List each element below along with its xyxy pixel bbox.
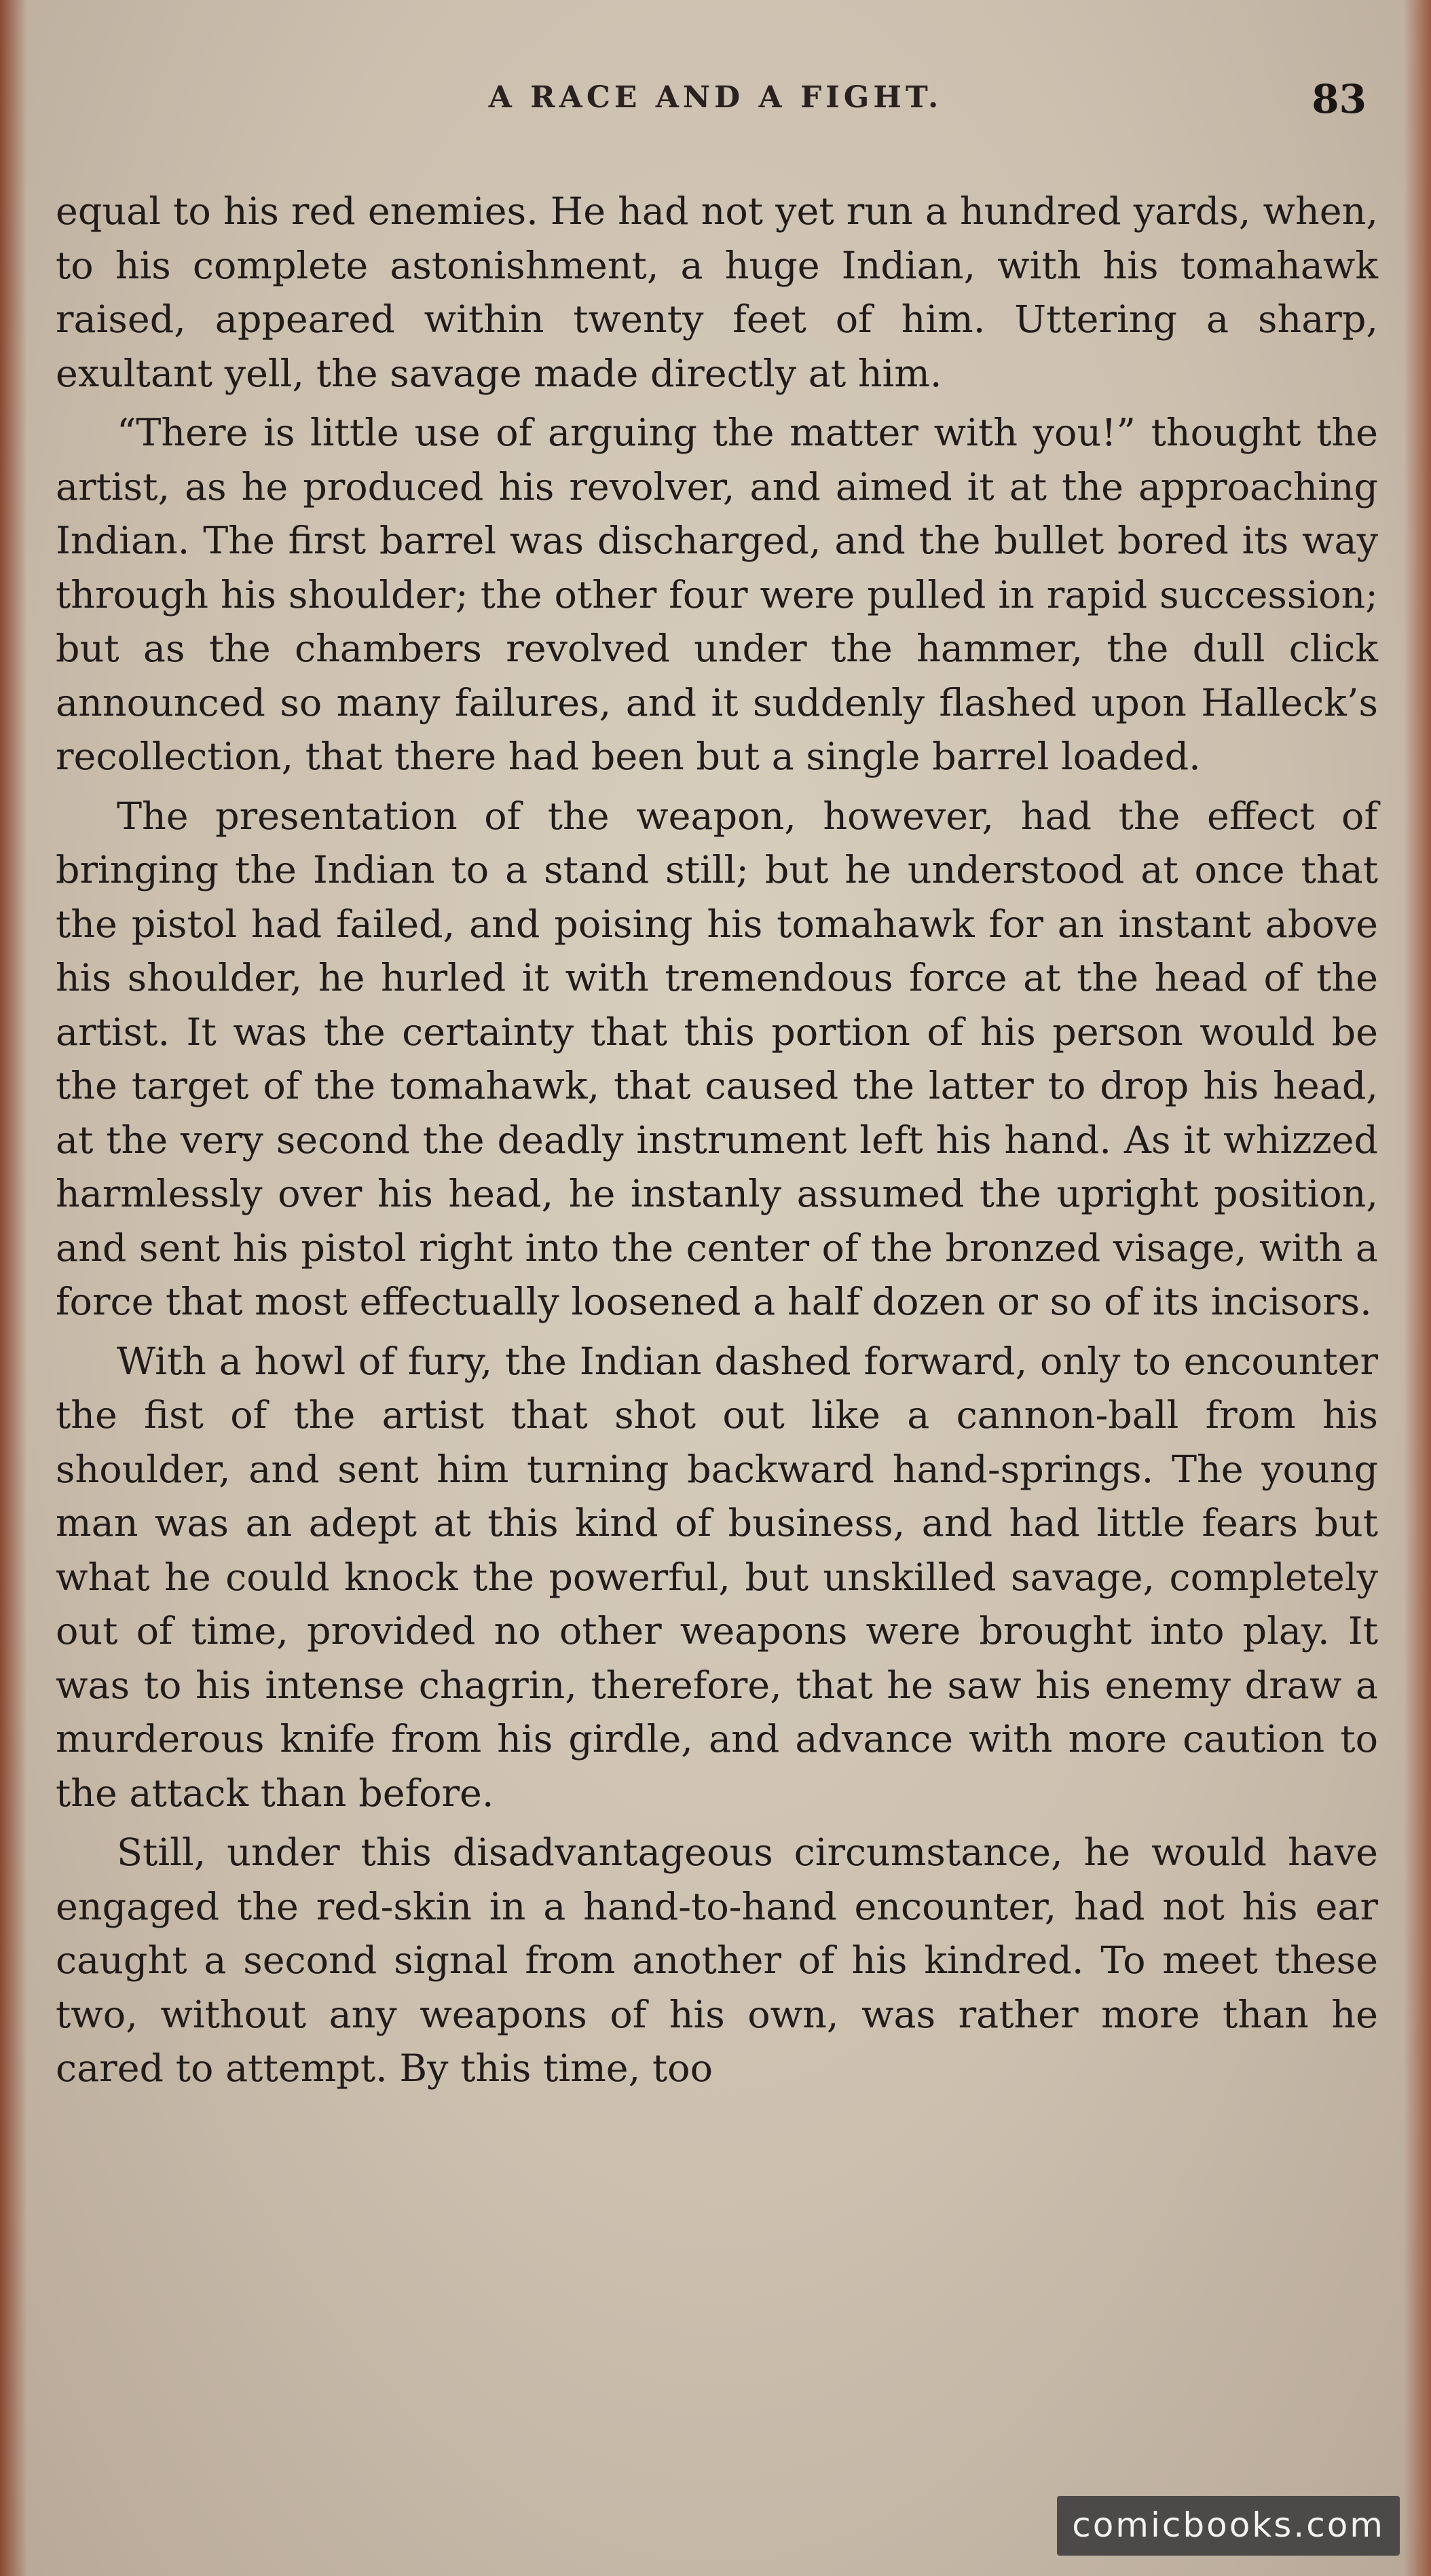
running-title: A RACE AND A FIGHT.: [488, 80, 943, 115]
page-edge-right: [1404, 0, 1431, 2576]
body-text: [56, 185, 1378, 2096]
site-watermark: comicbooks.com: [1057, 2496, 1400, 2556]
page-header: [0, 76, 1431, 134]
paragraph: “There is little use of arguing the matter with you!” thought the artist, as he produced his revolver, and aimed it at the approaching Indian. The first barrel was discharged, and the bullet bored its way through his shoulder; the other four were pulled in rapid succession; but as the chambers revolved under the hammer, the dull click announced so many failures, and it suddenly flashed upon Halleck’s recollection, that there had been but a single barrel loaded.: [56, 411, 1378, 779]
page-number: 83: [1312, 76, 1367, 122]
paragraph: Still, under this disadvantageous circumstance, he would have engaged the red-skin in a hand-to-hand encounter, had not his ear caught a second signal from another of his kindred. To meet these two, without any weapons of his own, was rather more than he cared to attempt. By this time, too: [56, 1830, 1378, 2091]
page-edge-left: [0, 0, 27, 2576]
paragraph: With a howl of fury, the Indian dashed forward, only to encounter the fist of the artist that shot out like a cannon-ball from his shoulder, and sent him turning backward hand-springs. The young man was an adept at this kind of business, and had little fears but what he could knock the powerful, but unskilled savage, completely out of time, provided no other weapons were brought into play. It was to his intense chagrin, therefore, that he saw his enemy draw a murderous knife from his girdle, and advance with more caution to the attack than before.: [56, 1339, 1378, 1816]
paragraph: The presentation of the weapon, however, had the effect of bringing the Indian to a stand still; but he understood at once that the pistol had failed, and poising his tomahawk for an instant above his shoulder, he hurled it with tremendous force at the head of the artist. It was the certainty that this portion of his person would be the target of the tomahawk, that caused the latter to drop his head, at the very second the deadly instrument left his hand. As it whizzed harmlessly over his head, he instanly assumed the upright position, and sent his pistol right into the center of the bronzed visage, with a force that most effectually loosened a half dozen or so of its incisors.: [56, 794, 1378, 1324]
paragraph-continued: equal to his red enemies. He had not yet run a hundred yards, when, to his complete astonishment, a huge Indian, with his tomahawk raised, appeared within twenty feet of him. Uttering a sharp, exultant yell, the savage made directly at him.: [56, 189, 1378, 396]
